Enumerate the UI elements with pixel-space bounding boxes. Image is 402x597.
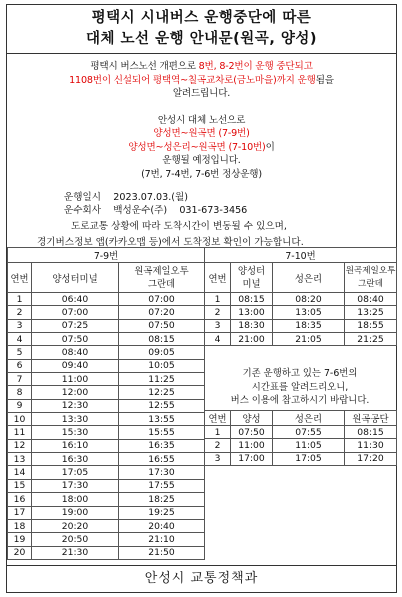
table-cell: 1 xyxy=(205,293,231,306)
table-cell: 20 xyxy=(8,546,32,559)
table-row xyxy=(205,293,397,306)
table-cell: 07:50 xyxy=(32,333,119,346)
table-cell: 17:05 xyxy=(32,466,119,479)
table-cell: 17:05 xyxy=(273,452,345,465)
table-row xyxy=(205,452,397,465)
notice-p2-line4: (7번, 7-4번, 7-6번 정상운행) xyxy=(141,168,262,180)
table-cell: 9 xyxy=(8,399,32,412)
table-cell: 12 xyxy=(8,439,32,452)
table-cell: 19:25 xyxy=(119,506,205,519)
table-cell: 12:30 xyxy=(32,399,119,412)
table-cell: 11:25 xyxy=(119,373,205,386)
table-cell: 20:20 xyxy=(32,519,119,532)
table-row xyxy=(8,293,205,306)
table-cell: 07:20 xyxy=(119,306,205,319)
table-row xyxy=(8,386,205,399)
header-seq: 연번 xyxy=(8,263,32,293)
notice-document xyxy=(6,4,397,593)
header-yangseong: 양성 xyxy=(231,411,273,426)
table-row xyxy=(8,306,205,319)
table-row xyxy=(8,453,205,466)
title-line-2: 대체 노선 운행 안내문(원곡, 양성) xyxy=(85,31,318,47)
table-cell: 18 xyxy=(8,519,32,532)
table-cell: 20:40 xyxy=(119,519,205,532)
route-7-6-note: 기존 운행하고 있는 7-6번의 시간표를 알려드리오니, 버스 이용에 참고하시기 바랍니다. xyxy=(230,368,370,406)
table-cell: 21:50 xyxy=(119,546,205,559)
table-cell: 13:05 xyxy=(273,306,345,319)
table-cell: 17:30 xyxy=(119,466,205,479)
table-cell: 07:25 xyxy=(32,319,119,332)
notice-p1-line3: 알려드립니다. xyxy=(172,88,231,99)
table-cell: 4 xyxy=(8,333,32,346)
table-row xyxy=(8,426,205,439)
table-cell: 19:00 xyxy=(32,506,119,519)
table-cell: 08:15 xyxy=(119,333,205,346)
table-row xyxy=(205,426,397,439)
table-cell: 13:55 xyxy=(119,413,205,426)
table-row xyxy=(8,413,205,426)
table-cell: 2 xyxy=(8,306,32,319)
table-cell: 19 xyxy=(8,533,32,546)
notice-body xyxy=(7,60,396,249)
table-cell: 16:30 xyxy=(32,453,119,466)
table-cell: 15:30 xyxy=(32,426,119,439)
header-seongeun: 성은리 xyxy=(273,263,345,293)
route-7-9-title: 7-9번 xyxy=(8,248,205,263)
table-cell: 07:55 xyxy=(273,426,345,439)
table-cell: 1 xyxy=(8,293,32,306)
table-cell: 17:30 xyxy=(32,479,119,492)
table-cell: 12:00 xyxy=(32,386,119,399)
table-row xyxy=(8,466,205,479)
table-cell: 08:40 xyxy=(345,293,397,306)
table-cell: 3 xyxy=(8,319,32,332)
table-row xyxy=(8,346,205,359)
table-cell: 10 xyxy=(8,413,32,426)
table-row xyxy=(8,546,205,559)
table-row xyxy=(8,493,205,506)
table-cell: 08:15 xyxy=(345,426,397,439)
table-cell: 17 xyxy=(8,506,32,519)
table-cell: 11:05 xyxy=(273,439,345,452)
table-cell: 11:00 xyxy=(231,439,273,452)
table-cell: 18:00 xyxy=(32,493,119,506)
route-7-6-timetable xyxy=(204,410,397,466)
table-cell: 18:25 xyxy=(119,493,205,506)
table-cell: 21:25 xyxy=(345,333,397,346)
table-cell: 1 xyxy=(205,426,231,439)
table-row xyxy=(8,399,205,412)
table-cell: 21:30 xyxy=(32,546,119,559)
table-cell: 2 xyxy=(205,306,231,319)
table-row xyxy=(205,306,397,319)
table-row xyxy=(205,319,397,332)
table-row xyxy=(8,319,205,332)
table-cell: 12:55 xyxy=(119,399,205,412)
table-cell: 21:05 xyxy=(273,333,345,346)
table-cell: 11:00 xyxy=(32,373,119,386)
table-row xyxy=(8,439,205,452)
table-cell: 13:00 xyxy=(231,306,273,319)
table-cell: 17:55 xyxy=(119,479,205,492)
table-cell: 20:50 xyxy=(32,533,119,546)
notice-route710: 양성면~성은리~원곡면 (7-10번)이 xyxy=(128,141,275,153)
table-cell: 21:00 xyxy=(231,333,273,346)
table-cell: 16:35 xyxy=(119,439,205,452)
table-cell: 07:00 xyxy=(32,306,119,319)
title-line-1: 평택시 시내버스 운행중단에 따른 xyxy=(91,10,312,26)
notice-route79: 양성면~원곡면 (7-9번) xyxy=(153,128,250,139)
title-box xyxy=(7,5,396,54)
table-cell: 4 xyxy=(205,333,231,346)
notice-p1-line2: 1108번이 신설되어 평택역~칠곡교차로(금노마을)까지 운행됨을 xyxy=(69,74,334,86)
table-row xyxy=(205,439,397,452)
table-cell: 08:15 xyxy=(231,293,273,306)
notice-p2-line1: 안성시 대체 노선으로 xyxy=(157,114,246,126)
table-cell: 07:50 xyxy=(119,319,205,332)
table-cell: 09:40 xyxy=(32,359,119,372)
table-cell: 3 xyxy=(205,319,231,332)
table-row xyxy=(205,333,397,346)
table-cell: 08:40 xyxy=(32,346,119,359)
table-cell: 18:35 xyxy=(273,319,345,332)
table-cell: 14 xyxy=(8,466,32,479)
header-seq: 연번 xyxy=(205,411,231,426)
header-destination: 원곡제일오투그란데 xyxy=(119,263,205,293)
table-cell: 6 xyxy=(8,359,32,372)
table-cell: 09:05 xyxy=(119,346,205,359)
table-cell: 17:20 xyxy=(345,452,397,465)
notice-p2-line3: 운행될 예정입니다. xyxy=(162,155,241,166)
table-row xyxy=(8,479,205,492)
info-company: 운수회사 백성운수(주) 031-673-3456 xyxy=(64,205,248,216)
table-cell: 11:30 xyxy=(345,439,397,452)
table-cell: 12:25 xyxy=(119,386,205,399)
table-cell: 15:55 xyxy=(119,426,205,439)
table-cell: 21:10 xyxy=(119,533,205,546)
table-row xyxy=(8,333,205,346)
route-7-10-timetable xyxy=(204,247,397,346)
table-cell: 5 xyxy=(8,346,32,359)
header-wongok: 원곡공단 xyxy=(345,411,397,426)
table-cell: 7 xyxy=(8,373,32,386)
table-cell: 07:00 xyxy=(119,293,205,306)
table-cell: 07:50 xyxy=(231,426,273,439)
table-row xyxy=(8,373,205,386)
header-seongeun: 성은리 xyxy=(273,411,345,426)
notice-p1-line1: 평택시 버스노선 개편으로 8번, 8-2번이 운행 중단되고 xyxy=(90,61,313,72)
table-cell: 16:10 xyxy=(32,439,119,452)
table-cell: 18:55 xyxy=(345,319,397,332)
info-traffic-1: 도로교통 상황에 따라 도착시간이 변동될 수 있으며, xyxy=(71,221,287,232)
header-seq: 연번 xyxy=(205,263,231,293)
table-cell: 10:05 xyxy=(119,359,205,372)
table-cell: 13:30 xyxy=(32,413,119,426)
table-cell: 11 xyxy=(8,426,32,439)
table-cell: 3 xyxy=(205,452,231,465)
route-7-10-title: 7-10번 xyxy=(205,248,397,263)
table-row xyxy=(8,519,205,532)
table-cell: 08:20 xyxy=(273,293,345,306)
route-7-9-timetable xyxy=(7,247,205,560)
table-cell: 16:55 xyxy=(119,453,205,466)
header-terminal: 양성터미널 xyxy=(32,263,119,293)
table-cell: 13 xyxy=(8,453,32,466)
header-destination: 원곡제일오투그란데 xyxy=(345,263,397,293)
info-date: 운행일시 2023.07.03.(월) xyxy=(64,192,189,203)
header-terminal: 양성터미널 xyxy=(231,263,273,293)
table-cell: 06:40 xyxy=(32,293,119,306)
table-cell: 13:25 xyxy=(345,306,397,319)
table-cell: 18:30 xyxy=(231,319,273,332)
table-row xyxy=(8,506,205,519)
footer-department: 안성시 교통정책과 xyxy=(7,565,396,592)
table-cell: 17:00 xyxy=(231,452,273,465)
info-traffic-2: 경기버스정보 앱(카카오맵 등)에서 도착정보 확인이 가능합니다. xyxy=(37,237,304,248)
table-row xyxy=(8,359,205,372)
table-row xyxy=(8,533,205,546)
table-cell: 8 xyxy=(8,386,32,399)
table-cell: 16 xyxy=(8,493,32,506)
table-cell: 15 xyxy=(8,479,32,492)
table-cell: 2 xyxy=(205,439,231,452)
